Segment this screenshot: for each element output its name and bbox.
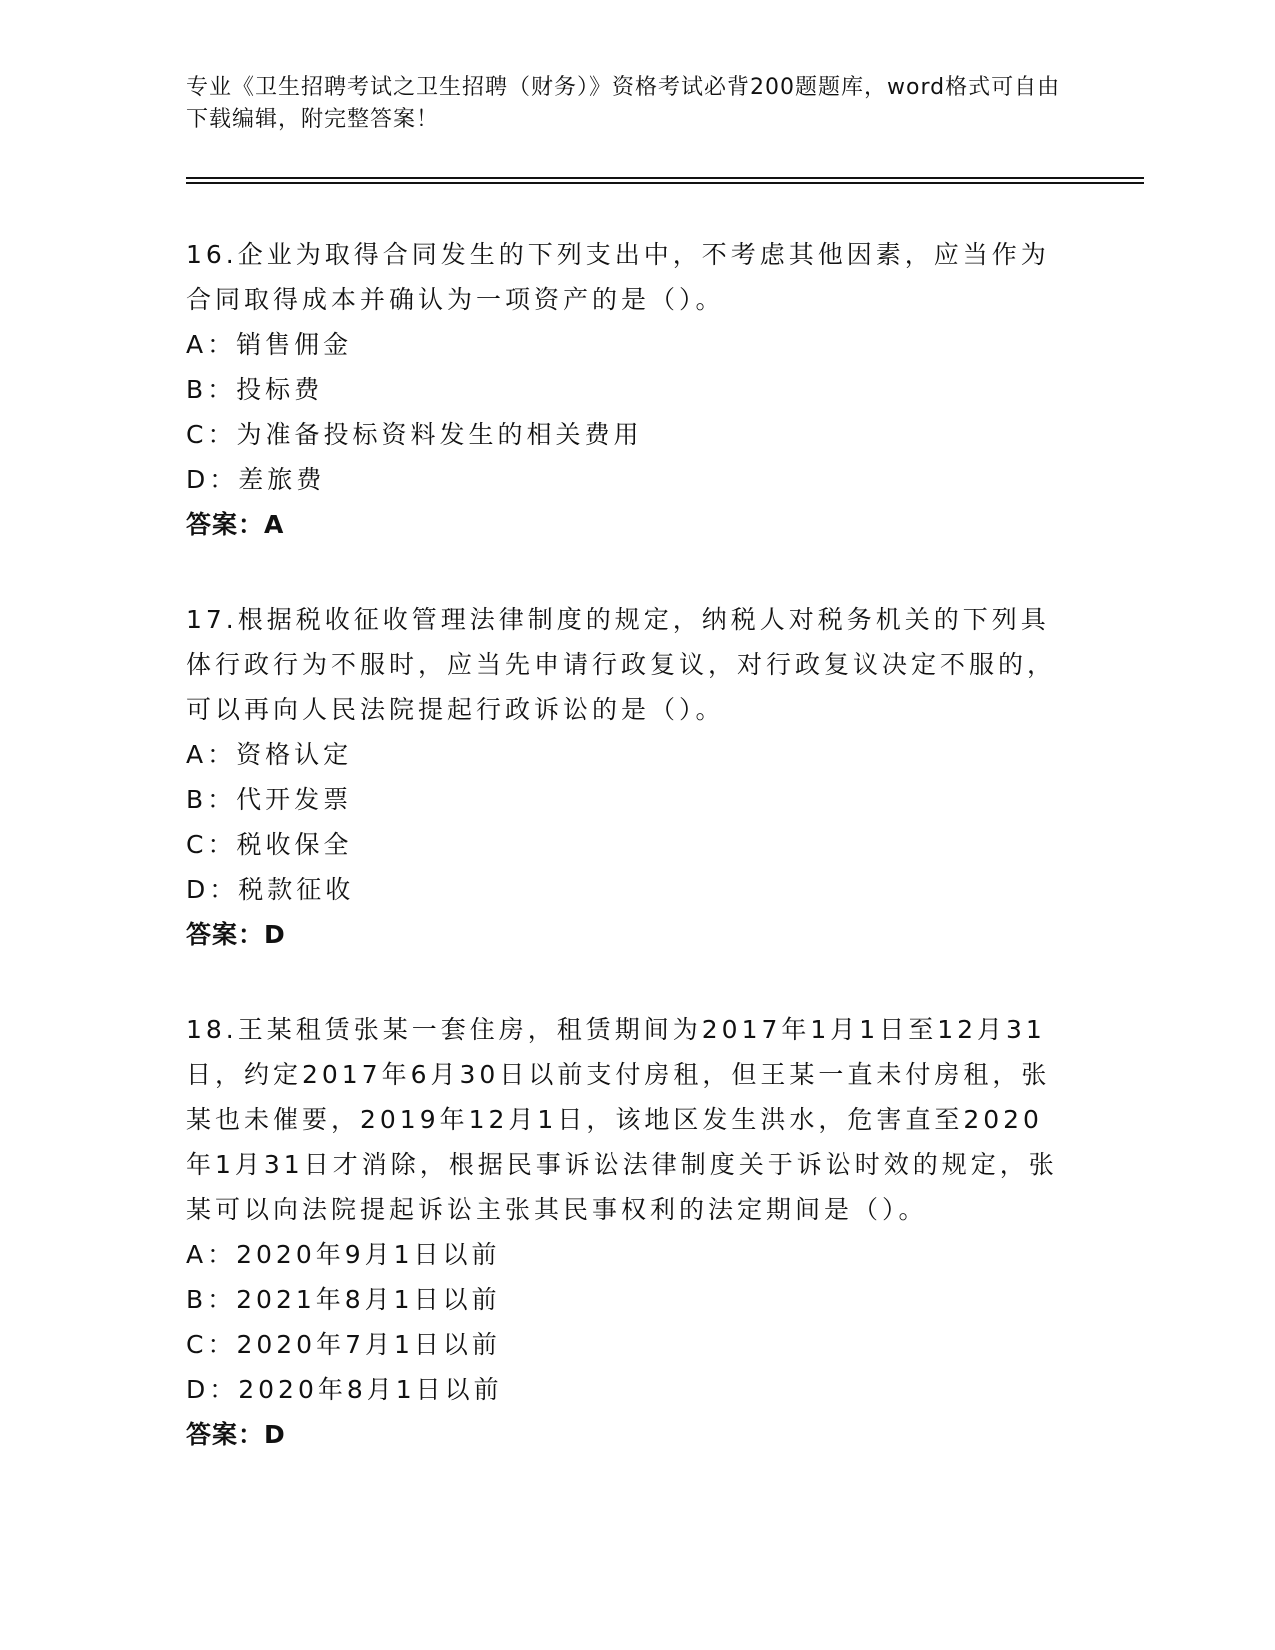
question-18 [186,1007,1066,1457]
question-16 [186,232,1066,547]
question-stem: 18.王某租赁张某一套住房，租赁期间为2017年1月1日至12月31日，约定2017年6月30日以前支付房租，但王某一直未付房租，张某也未催要，2019年12月1日，该地区发生洪水，危害直至2020年1月31日才消除，根据民事诉讼法律制度关于诉讼时效的规定，张某可以向法院提起诉讼主张其民事权利的法定期间是（）。 [186,1015,1058,1224]
document-header: 专业《卫生招聘考试之卫生招聘（财务）》资格考试必背200题题库，word格式可自由下载编辑，附完整答案！ [186,75,1061,132]
option-a: A：2020年9月1日以前 [186,1240,501,1269]
answer: 答案：D [186,920,286,949]
header-divider-top [186,177,1144,179]
header-divider-bottom [186,182,1144,184]
question-17 [186,597,1066,957]
option-b: B：2021年8月1日以前 [186,1285,501,1314]
option-b: B：投标费 [186,375,324,404]
option-d: D：2020年8月1日以前 [186,1375,503,1404]
option-c: C：为准备投标资料发生的相关费用 [186,420,643,449]
answer: 答案：A [186,510,285,539]
option-b: B：代开发票 [186,785,353,814]
answer: 答案：D [186,1420,286,1449]
option-d: D：差旅费 [186,465,326,494]
option-c: C：2020年7月1日以前 [186,1330,501,1359]
option-d: D：税款征收 [186,875,355,904]
option-a: A：资格认定 [186,740,353,769]
option-c: C：税收保全 [186,830,353,859]
question-list [186,232,1066,1507]
question-stem: 17.根据税收征收管理法律制度的规定，纳税人对税务机关的下列具体行政行为不服时，应当先申请行政复议，对行政复议决定不服的，可以再向人民法院提起行政诉讼的是（）。 [186,605,1057,724]
question-stem: 16.企业为取得合同发生的下列支出中，不考虑其他因素，应当作为合同取得成本并确认为一项资产的是（）。 [186,240,1050,314]
option-a: A：销售佣金 [186,330,353,359]
